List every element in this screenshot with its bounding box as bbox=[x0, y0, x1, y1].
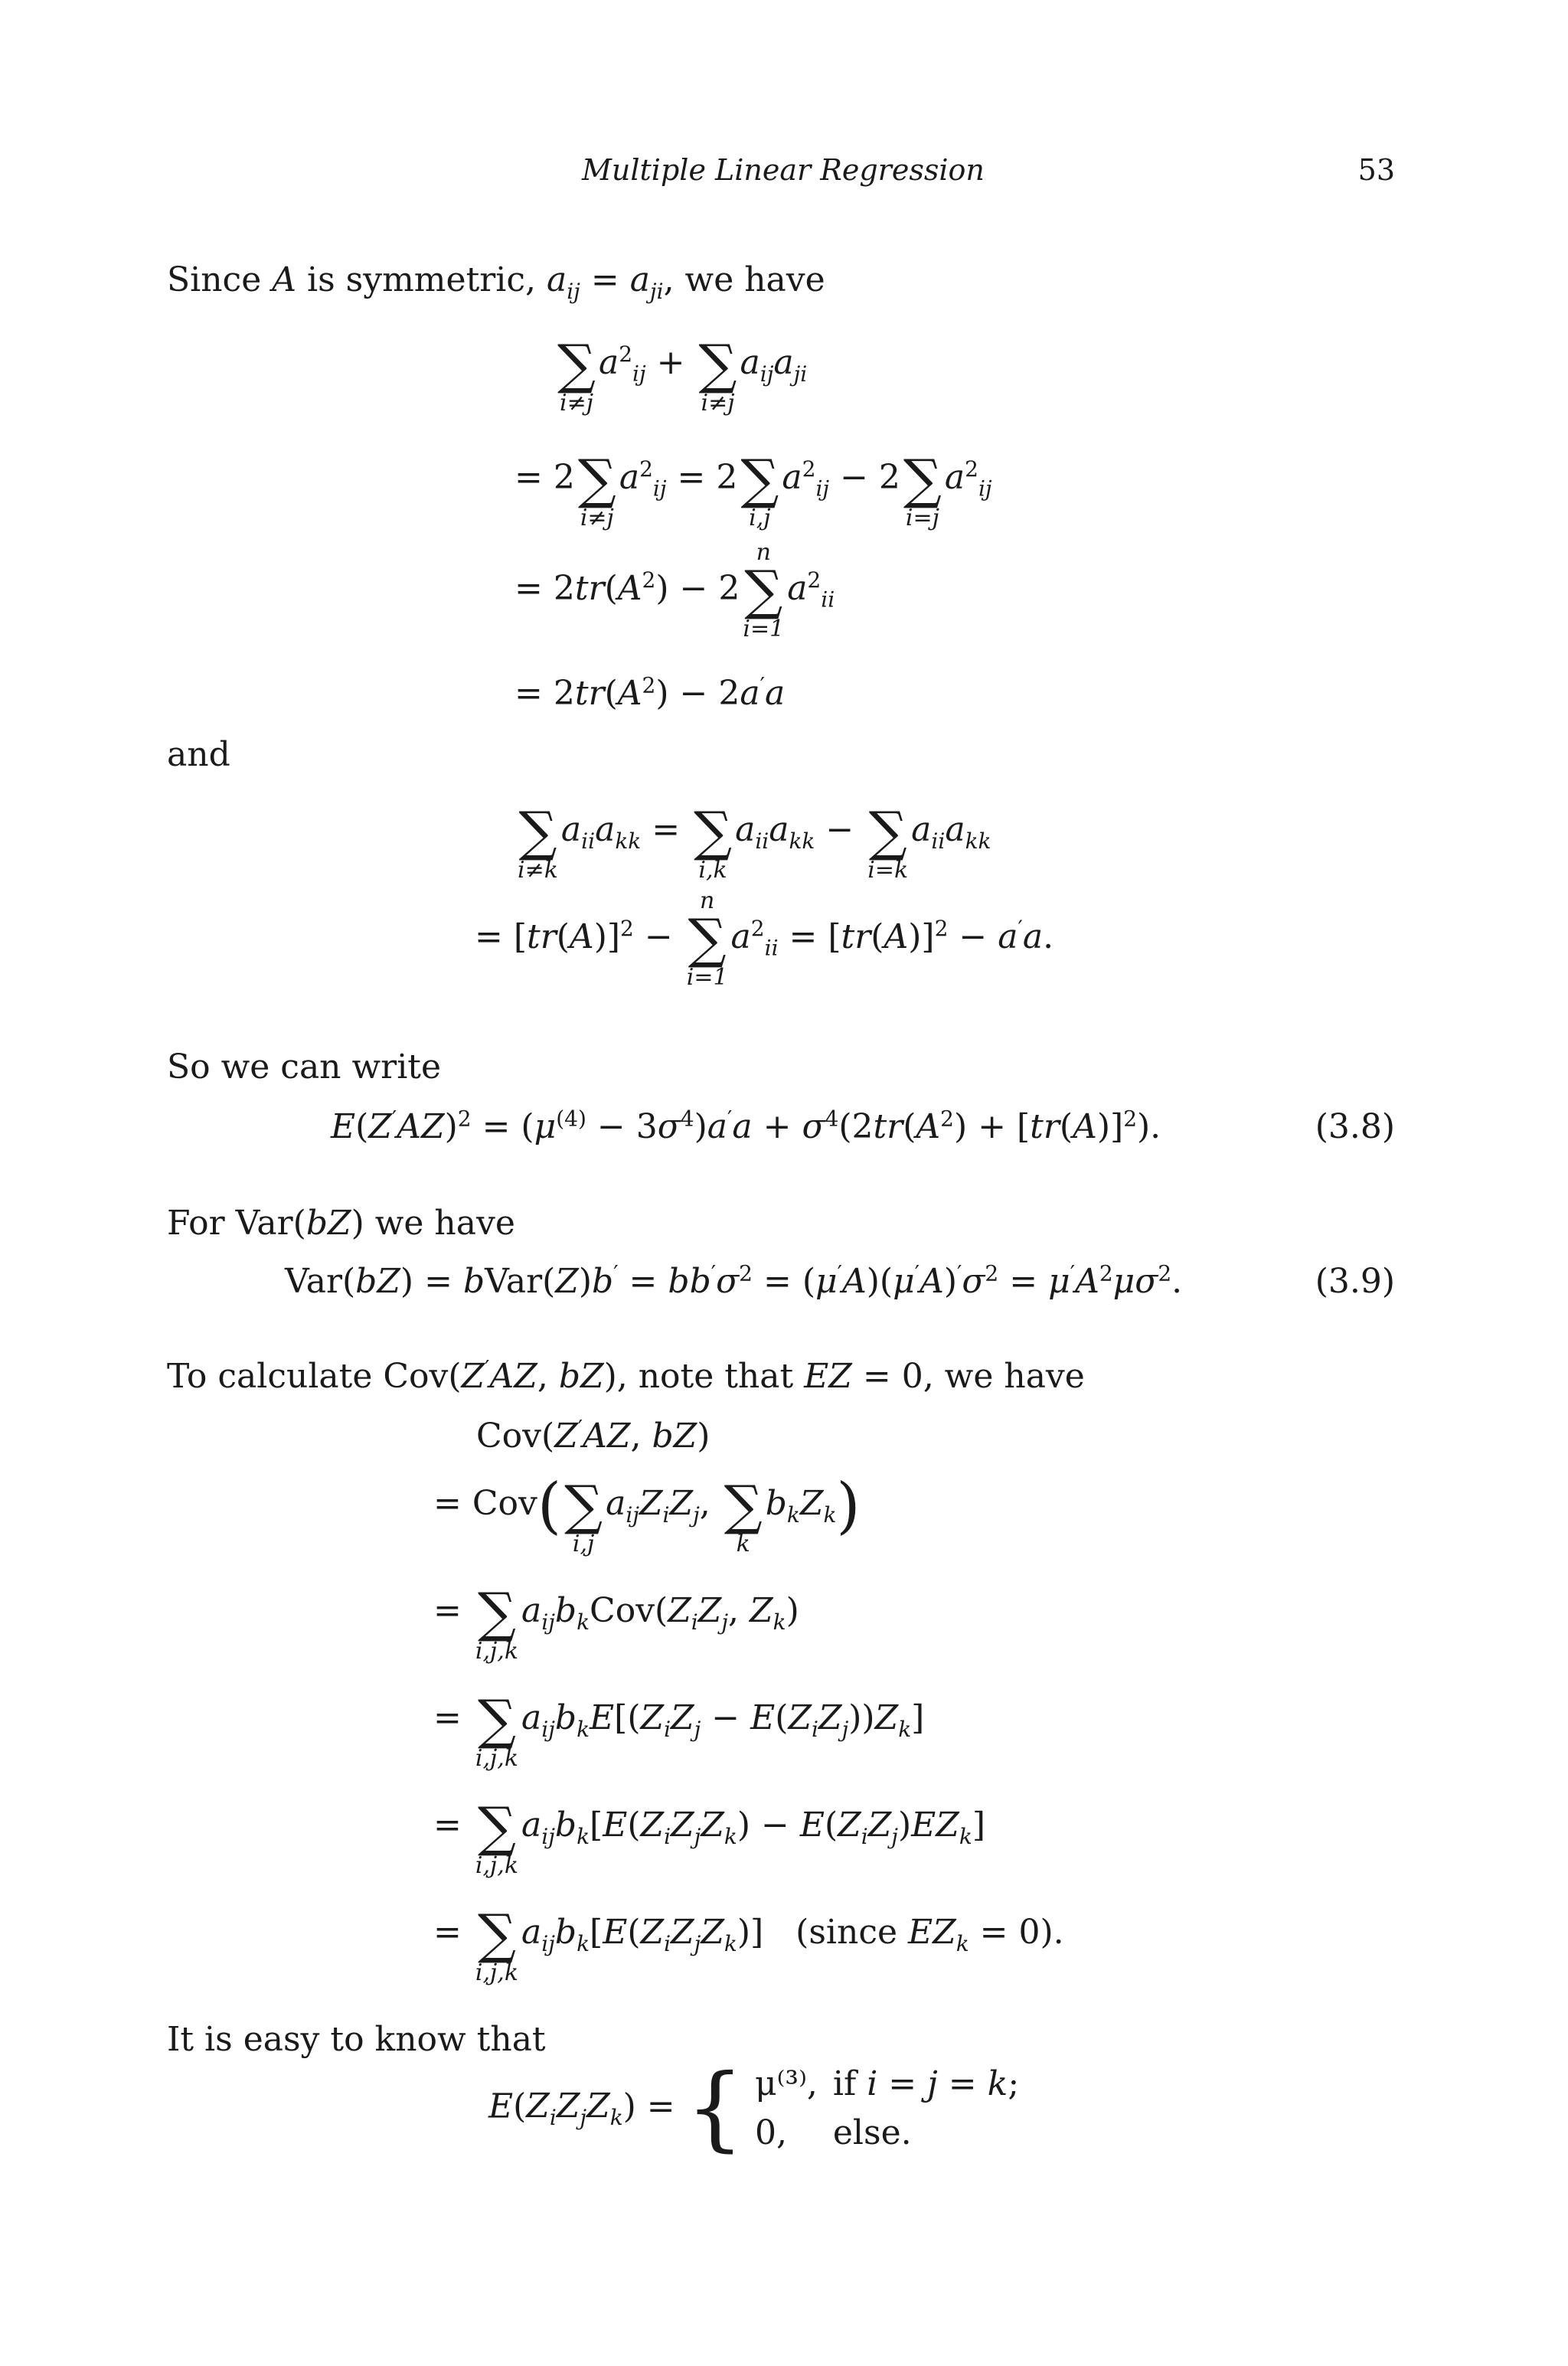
equation-cov-line-2: = Cov( ∑ i,j $a_{ij}Z_iZ_j$, ∑ k $b_kZ_k$) bbox=[433, 1469, 861, 1557]
paragraph-text: For Var(bZ) we have bbox=[167, 1204, 515, 1243]
left-brace-icon: { bbox=[685, 2054, 745, 2162]
paragraph-and: and bbox=[167, 735, 230, 774]
cases-table bbox=[755, 2060, 1034, 2158]
equation-line-4: = $2tr(A^2) - 2a'a$ bbox=[514, 672, 786, 713]
equation-line-2: = 2 ∑ i≠j $a^2_{ij} = 2$ ∑ i,j $a^2_{ij} - 2$ ∑ i=j $a^2_{ij}$ bbox=[514, 448, 992, 531]
equation-aii-akk: ∑ i≠k $a_{ii}a_{kk}$ = ∑ i,k $a_{ii}a_{kk}$ − ∑ i=k $a_{ii}a_{kk}$ bbox=[518, 800, 991, 884]
case-row bbox=[755, 2060, 1034, 2109]
paragraph-text: Since A is symmetric, $a_{ij} = a_{ji}$, we have bbox=[167, 260, 825, 304]
case-condition: if i = j = k; bbox=[832, 2064, 1020, 2103]
equation-trace-squared: = $[tr(A)]^2$ − n ∑ i=1 $a^2_{ii} = [tr(A)]^2 - a'a$. bbox=[475, 887, 1054, 991]
paragraph-var-bz bbox=[167, 1204, 515, 1243]
case-value: μ⁽³⁾, bbox=[755, 2064, 818, 2103]
equation-number-3-8: (3.8) bbox=[1315, 1107, 1395, 1146]
page-number: 53 bbox=[1357, 153, 1395, 187]
since-note: (since $EZ_k = 0$). bbox=[795, 1912, 1064, 1956]
paragraph-cov bbox=[167, 1357, 1085, 1396]
paragraph-easy-to-know: It is easy to know that bbox=[167, 2020, 546, 2059]
equation-3-9: Var(bZ) = bVar(Z)b′ = $bb'\sigma^2 = (\mu'A)(\mu'A)'\sigma^2 = \mu'A^2\mu\sigma^2$. bbox=[285, 1260, 1183, 1301]
case-condition: else. bbox=[832, 2113, 912, 2152]
equation-cov-line-5: = ∑ i,j,k $a_{ij}b_k[E(Z_iZ_jZ_k) - E(Z_iZ_j)EZ_k]$ bbox=[433, 1796, 985, 1879]
page-header bbox=[0, 153, 1568, 199]
equation-sum-aij-squared: ∑ i≠j $a^2_{ij}$ + ∑ i≠j $a_{ij}a_{ji}$ bbox=[557, 333, 808, 417]
equation-cases: $E(Z_iZ_jZ_k)$ = { μ⁽³⁾, if i = j = k; 0, else. bbox=[488, 2060, 1034, 2158]
running-title: Multiple Linear Regression bbox=[582, 153, 985, 187]
equation-line-3: = $2tr(A^2) - 2$ n ∑ i=1 $a^2_{ii}$ bbox=[514, 539, 835, 642]
paragraph-so-we-can-write: So we can write bbox=[167, 1047, 441, 1087]
equation-3-8: $E(Z'AZ)^2 = (\mu^{(4)} - 3\sigma^4)a'a + \sigma^4(2tr(A^2) + [tr(A)]^2)$. bbox=[331, 1106, 1161, 1146]
equation-cov-line-3: = ∑ i,j,k $a_{ij}b_kCov(Z_iZ_j$, $Z_k$) bbox=[433, 1581, 799, 1665]
equation-number-3-9: (3.9) bbox=[1315, 1262, 1395, 1301]
paragraph-text: To calculate Cov(Z′AZ, bZ), note that EZ = 0, we have bbox=[167, 1355, 1085, 1396]
case-row bbox=[755, 2109, 1034, 2158]
equation-cov-line-6: = ∑ i,j,k $a_{ij}b_k[E(Z_iZ_jZ_k)]$ (since $EZ_k = 0$). bbox=[433, 1903, 1064, 1986]
case-value: 0, bbox=[755, 2113, 788, 2152]
equation-cov-line-4: = ∑ i,j,k $a_{ij}b_kE[(Z_iZ_j - E(Z_iZ_j))Z_k]$ bbox=[433, 1688, 925, 1772]
equation-cov-line-1: Cov(Z′AZ, bZ) bbox=[476, 1415, 710, 1456]
paragraph-symmetric bbox=[167, 260, 825, 304]
